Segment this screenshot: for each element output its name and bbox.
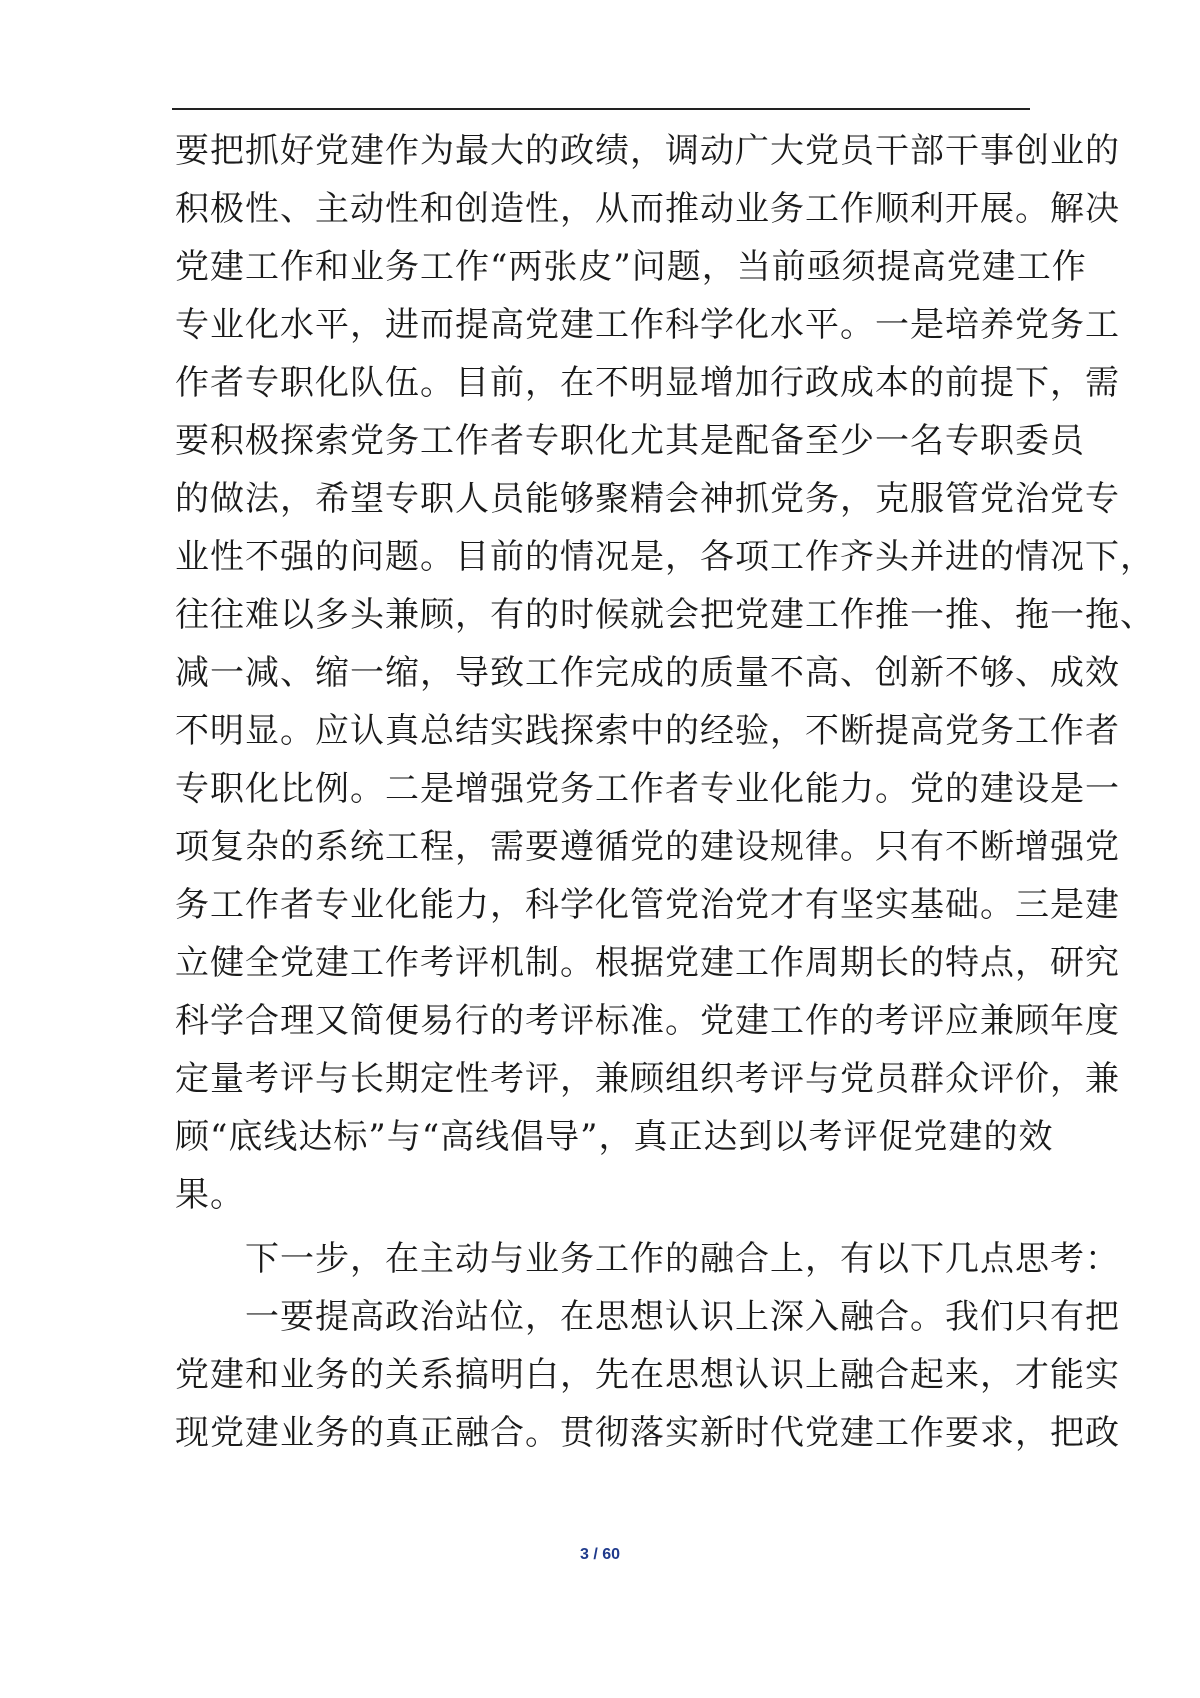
text-line: 的做法，希望专职人员能够聚精会神抓党务，克服管党治党专 [175,479,1120,519]
text-line: 务工作者专业化能力，科学化管党治党才有坚实基础。三是建 [175,885,1120,925]
text-line: 项复杂的系统工程，需要遵循党的建设规律。只有不断增强党 [175,827,1120,867]
text-line: 要把抓好党建作为最大的政绩，调动广大党员干部干事创业的 [175,131,1120,171]
text-line: 科学合理又简便易行的考评标准。党建工作的考评应兼顾年度 [175,1001,1120,1041]
text-line: 业性不强的问题。目前的情况是，各项工作齐头并进的情况下， [175,537,1155,577]
text-line: 作者专职化队伍。目前，在不明显增加行政成本的前提下，需 [175,363,1120,403]
document-body [175,122,1155,1462]
text-line: 要积极探索党务工作者专职化尤其是配备至少一名专职委员 [175,421,1085,461]
text-line: 减一减、缩一缩，导致工作完成的质量不高、创新不够、成效 [175,653,1120,693]
text-line: 往往难以多头兼顾，有的时候就会把党建工作推一推、拖一拖、 [175,595,1155,635]
text-line: 顾“底线达标”与“高线倡导”，真正达到以考评促党建的效 [175,1117,1054,1157]
text-line: 不明显。应认真总结实践探索中的经验，不断提高党务工作者 [175,711,1120,751]
text-line: 现党建业务的真正融合。贯彻落实新时代党建工作要求，把政 [175,1413,1120,1453]
text-line: 积极性、主动性和创造性，从而推动业务工作顺利开展。解决 [175,189,1120,229]
text-line: 专职化比例。二是增强党务工作者专业化能力。党的建设是一 [175,769,1120,809]
text-line: 立健全党建工作考评机制。根据党建工作周期长的特点，研究 [175,943,1120,983]
text-line: 定量考评与长期定性考评，兼顾组织考评与党员群众评价，兼 [175,1059,1120,1099]
text-line: 果。 [175,1175,245,1215]
text-line: 党建工作和业务工作“两张皮”问题，当前亟须提高党建工作 [175,247,1087,287]
page-number: 3 / 60 [579,1546,621,1563]
text-line: 党建和业务的关系搞明白，先在思想认识上融合起来，才能实 [175,1355,1120,1395]
text-line: 下一步，在主动与业务工作的融合上，有以下几点思考： [175,1239,1120,1279]
text-line: 专业化水平，进而提高党建工作科学化水平。一是培养党务工 [175,305,1120,345]
text-line: 一要提高政治站位，在思想认识上深入融合。我们只有把 [175,1297,1120,1337]
header-rule [172,108,1030,110]
